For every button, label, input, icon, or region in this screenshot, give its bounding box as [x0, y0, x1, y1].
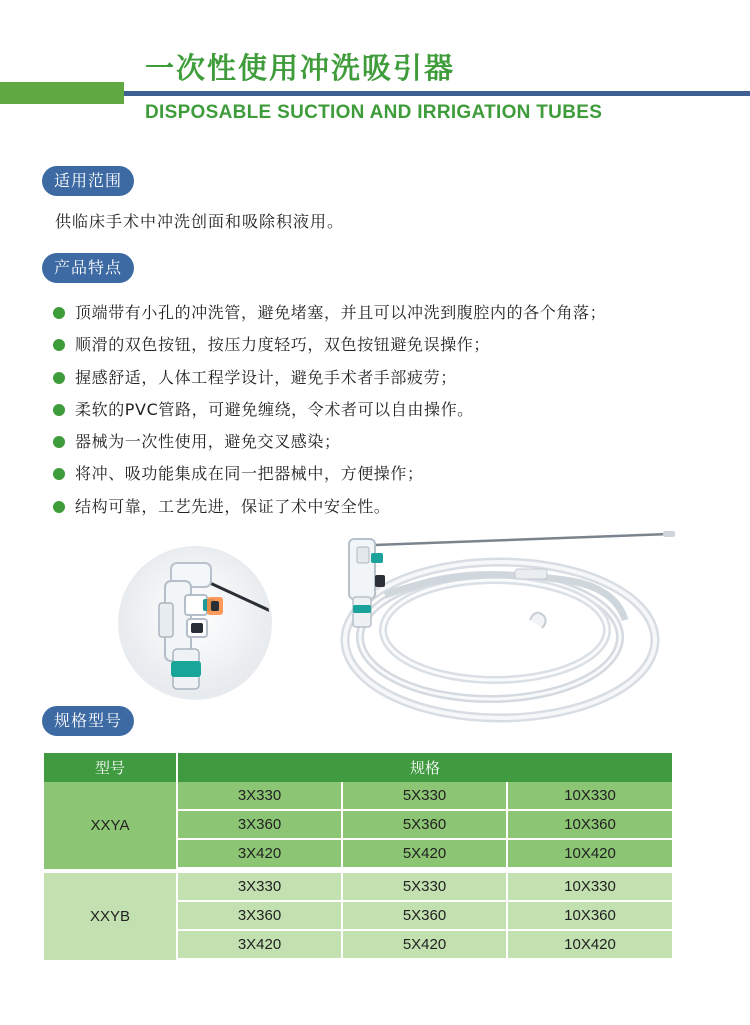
feature-item: 顺滑的双色按钮，按压力度轻巧，双色按钮避免误操作； [53, 331, 606, 363]
bullet-icon [53, 468, 65, 480]
section-label-scope: 适用范围 [42, 166, 134, 196]
spec-cell: 10X330 [508, 782, 672, 811]
model-cell: XXYB [44, 869, 178, 960]
spec-cell: 5X420 [343, 931, 508, 960]
spec-cell: 10X420 [508, 840, 672, 869]
page-subtitle: DISPOSABLE SUCTION AND IRRIGATION TUBES [145, 102, 603, 123]
spec-cell: 5X360 [343, 811, 508, 840]
bullet-icon [53, 372, 65, 384]
bullet-icon [53, 436, 65, 448]
spec-cell: 3X330 [178, 782, 343, 811]
feature-item: 柔软的PVC管路，可避免缠绕，令术者可以自由操作。 [53, 396, 606, 428]
spec-cell: 10X330 [508, 869, 672, 902]
spec-cell: 3X330 [178, 869, 343, 902]
feature-list [53, 299, 606, 525]
table-header-row [44, 753, 672, 782]
feature-item: 将冲、吸功能集成在同一把器械中，方便操作； [53, 460, 606, 492]
feature-item: 器械为一次性使用，避免交叉感染； [53, 428, 606, 460]
header-green-bar [0, 82, 124, 104]
bullet-icon [53, 339, 65, 351]
spec-cell: 5X330 [343, 782, 508, 811]
model-cell: XXYA [44, 782, 178, 869]
column-header-model: 型号 [44, 753, 178, 782]
spec-cell: 5X330 [343, 869, 508, 902]
bullet-icon [53, 307, 65, 319]
bullet-icon [53, 501, 65, 513]
bullet-icon [53, 404, 65, 416]
spec-cell: 10X420 [508, 931, 672, 960]
spec-cell: 3X420 [178, 840, 343, 869]
section-label-specs: 规格型号 [42, 706, 134, 736]
page-title: 一次性使用冲洗吸引器 [145, 51, 456, 85]
section-label-features: 产品特点 [42, 253, 134, 283]
product-closeup-image [115, 543, 275, 703]
spec-table [44, 753, 672, 960]
spec-cell: 5X420 [343, 840, 508, 869]
spec-cell: 10X360 [508, 902, 672, 931]
header-blue-line [124, 91, 750, 96]
feature-item: 握感舒适，人体工程学设计，避免手术者手部疲劳； [53, 364, 606, 396]
table-row [44, 869, 672, 902]
spec-cell: 3X420 [178, 931, 343, 960]
spec-cell: 3X360 [178, 811, 343, 840]
scope-text: 供临床手术中冲洗创面和吸除积液用。 [55, 212, 345, 231]
product-full-image [325, 525, 680, 725]
feature-item: 结构可靠，工艺先进，保证了术中安全性。 [53, 493, 606, 525]
feature-item: 顶端带有小孔的冲洗管，避免堵塞，并且可以冲洗到腹腔内的各个角落； [53, 299, 606, 331]
spec-cell: 3X360 [178, 902, 343, 931]
column-header-spec: 规格 [178, 753, 672, 782]
spec-cell: 10X360 [508, 811, 672, 840]
spec-cell: 5X360 [343, 902, 508, 931]
table-row [44, 782, 672, 811]
